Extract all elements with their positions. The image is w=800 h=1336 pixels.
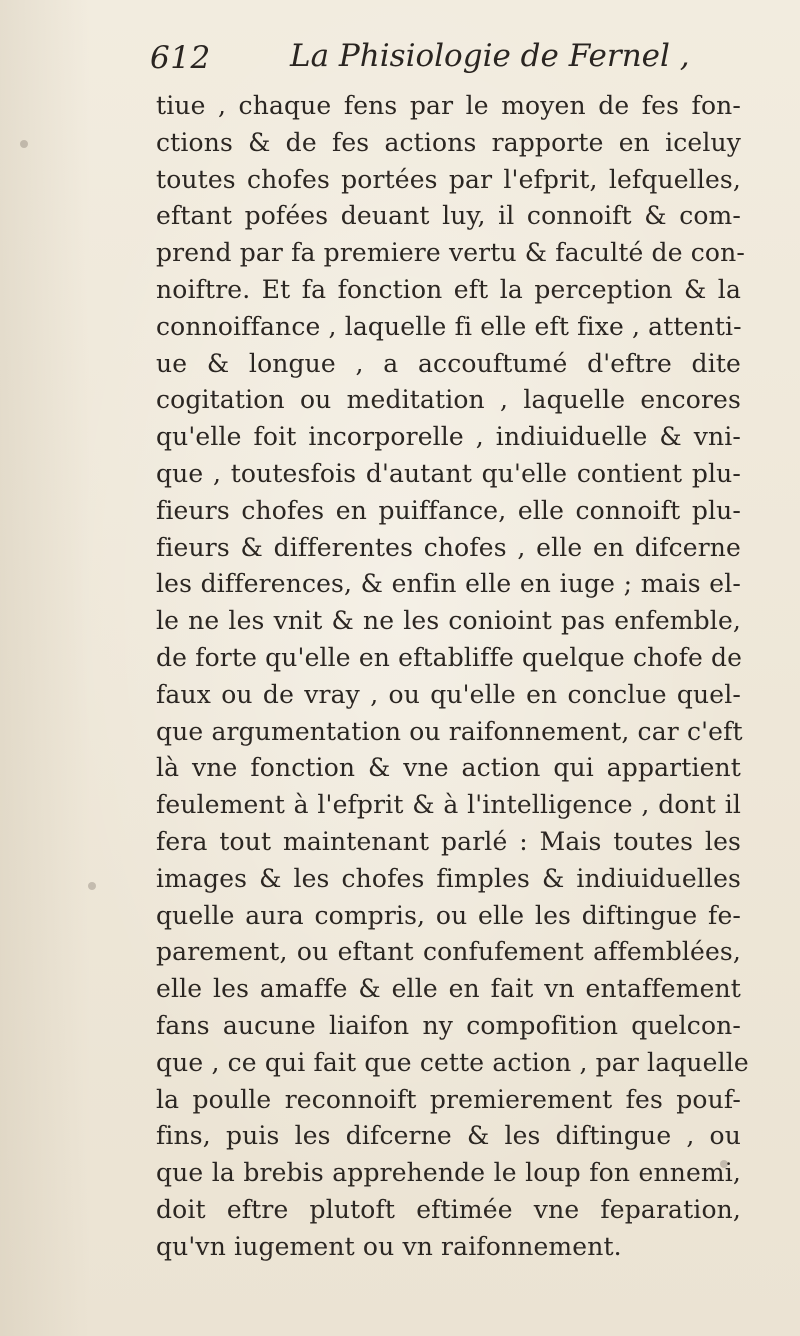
paper-speck (20, 140, 28, 148)
page-number: 612 (150, 40, 211, 76)
text-line: là vne fonction & vne action qui appartient (156, 753, 741, 783)
paper-speck (88, 882, 96, 890)
text-line: prend par fa premiere vertu & faculté de con- (156, 238, 745, 268)
text-line: quelle aura compris, ou elle les diftingue fe- (156, 900, 741, 930)
paper-speck (720, 1160, 728, 1168)
text-line: ctions & de fes actions rapporte en iceluy (156, 127, 741, 157)
text-line: les differences, & enfin elle en iuge ; mais el- (156, 569, 741, 599)
text-line: parement, ou eftant confufement affemblées, (156, 937, 741, 967)
text-line: elle les amaffe & elle en fait vn entaffement (156, 974, 741, 1004)
text-line: de forte qu'elle en eftabliffe quelque chofe de (156, 642, 743, 672)
text-line: feulement à l'efprit & à l'intelligence , dont il (156, 790, 741, 820)
page-edge-shadow (0, 0, 90, 1336)
text-line: ue & longue , a accouftumé d'eftre dite (156, 348, 741, 378)
text-line: tiue , chaque fens par le moyen de fes fon- (156, 91, 741, 120)
text-body (156, 88, 749, 1266)
text-line: qu'elle foit incorporelle , indiuiduelle & vni- (156, 422, 741, 452)
text-line: images & les chofes fimples & indiuiduelles (156, 863, 741, 893)
running-title: La Phisiologie de Fernel , (290, 38, 690, 74)
text-line: que la brebis apprehende le loup fon ennemi, (156, 1158, 741, 1188)
text-line: fins, puis les difcerne & les diftingue , ou (156, 1121, 741, 1151)
text-line: fieurs & differentes chofes , elle en difcerne (156, 532, 741, 562)
text-line: faux ou de vray , ou qu'elle en conclue quel- (156, 679, 741, 709)
text-line: connoiffance , laquelle fi elle eft fixe , attenti- (156, 311, 742, 341)
text-line: doit eftre plutoft eftimée vne feparation, (156, 1194, 741, 1224)
text-line: fieurs chofes en puiffance, elle connoift plu- (156, 495, 741, 525)
text-line: fera tout maintenant parlé : Mais toutes les (156, 826, 741, 856)
text-line: eftant pofées deuant luy, il connoift & com- (156, 201, 741, 231)
text-line: la poulle reconnoift premierement fes pouf- (156, 1084, 741, 1114)
text-line: fans aucune liaifon ny compofition quelcon- (156, 1010, 741, 1040)
text-line: que , ce qui fait que cette action , par laquelle (156, 1047, 749, 1077)
text-line: le ne les vnit & ne les conioint pas enfemble, (156, 606, 741, 636)
text-line: noiftre. Et fa fonction eft la perception & la (156, 274, 741, 304)
text-line: que , toutesfois d'autant qu'elle contient plu- (156, 458, 741, 488)
text-line: cogitation ou meditation , laquelle encores (156, 385, 741, 415)
text-line: que argumentation ou raifonnement, car c'eft (156, 716, 743, 746)
text-line-last: qu'vn iugement ou vn raifonnement. (156, 1231, 622, 1261)
text-line: toutes chofes portées par l'efprit, lefquelles, (156, 164, 741, 194)
page-header (150, 36, 690, 92)
